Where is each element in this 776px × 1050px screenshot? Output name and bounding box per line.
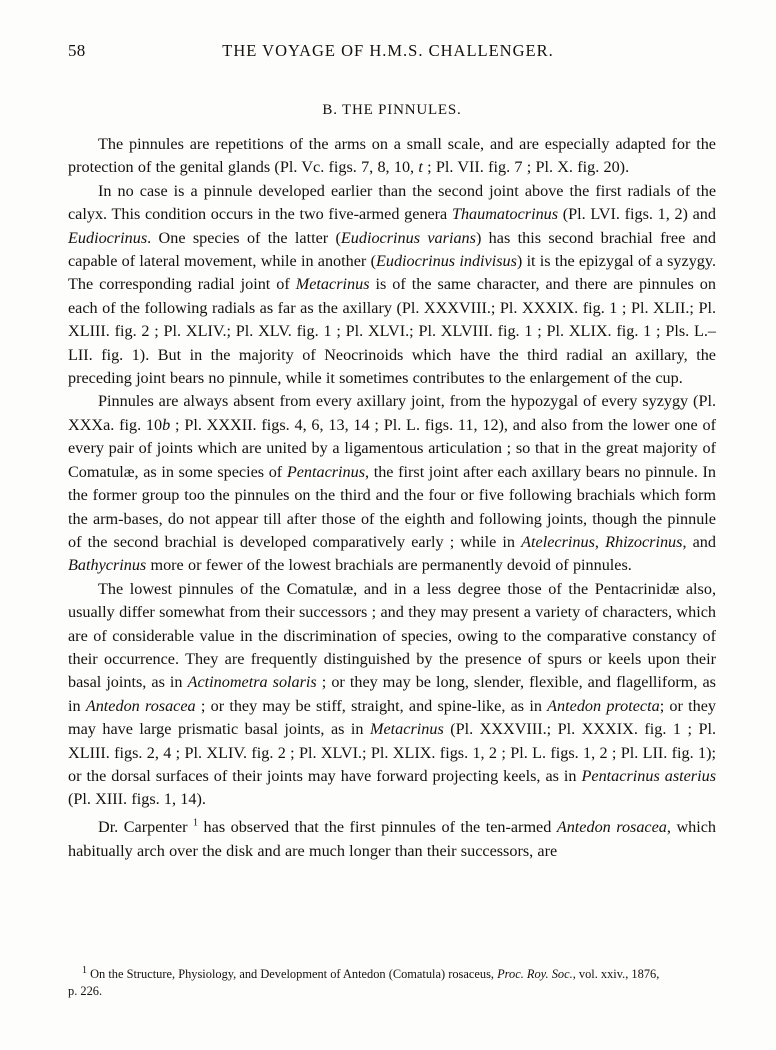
paragraph-text: In no case is a pinnule developed earlier than the second joint above the first radials of the calyx. This condition occurs in the two five-armed genera Thaumatocrinus (Pl. LVI. figs. 1, 2) and Eudiocrinus. One species of the latter (Eudiocrinus varians) has this second brachial free and capable of lateral movement, while in another (Eudiocrinus indivisus) it is the epizygal of a syzygy. The corresponding radial joint of Metacrinus is of the same character, and there are pinnules on each of the following radials as far as the axillary (Pl. XXXVIII.; Pl. XXXIX. fig. 1 ; Pl. XLII.; Pl. XLIII. fig. 2 ; Pl. XLIV.; Pl. XLV. fig. 1 ; Pl. XLVI.; Pl. XLVIII. fig. 1 ; Pl. XLIX. fig. 1 ; Pls. L.–LII. fig. 1). But in the majority of Neocrinoids which have the third radial an axillary, the preceding joint bears no pinnule, while it sometimes contributes to the enlargement of the cup. <box>68 181 716 388</box>
footnote-line-1 <box>68 962 716 983</box>
footnote-text: On the Structure, Physiology, and Development of Antedon (Comatula) rosaceus, Proc. Roy. Soc., vol. xxiv., 1876, <box>90 967 660 982</box>
running-head: THE VOYAGE OF H.M.S. CHALLENGER. <box>222 41 554 60</box>
paragraph-text: The lowest pinnules of the Comatulæ, and in a less degree those of the Pentacrinidæ also, usually differ somewhat from their successors ; and they may present a variety of characters, which are of considerable value in the discrimination of species, owing to the comparative constancy of their occurrence. They are frequently distinguished by the presence of spurs or keels upon their basal joints, as in Actinometra solaris ; or they may be long, slender, flexible, and flagelliform, as in Antedon rosacea ; or they may be stiff, straight, and spine-like, as in Antedon protecta; or they may have large prismatic basal joints, as in Metacrinus (Pl. XXXVIII.; Pl. XXXIX. fig. 1 ; Pl. XLIII. figs. 2, 4 ; Pl. XLIV. fig. 2 ; Pl. XLVI.; Pl. XLIX. figs. 1, 2 ; Pl. L. figs. 1, 2 ; Pl. LII. fig. 1); or the dorsal surfaces of their joints may have forward projecting keels, as in Pentacrinus asterius (Pl. XIII. figs. 1, 14). <box>68 579 716 809</box>
footnote-block <box>68 962 716 1000</box>
paragraph-3 <box>68 390 716 577</box>
paragraph-2 <box>68 180 716 391</box>
paragraph-4 <box>68 578 716 812</box>
footnote-line-2: p. 226. <box>68 984 103 999</box>
paragraph-text: The pinnules are repetitions of the arms on a small scale, and are especially adapted for the protection of the genital glands (Pl. Vc. figs. 7, 8, 10, t ; Pl. VII. fig. 7 ; Pl. X. fig. 20). <box>68 135 716 177</box>
page-header <box>0 41 776 63</box>
footnote-marker: 1 <box>82 965 87 976</box>
paragraph-1 <box>68 133 716 180</box>
paragraph-text: Dr. Carpenter $^1$ has observed that the first pinnules of the ten-armed Antedon rosacea, which habitually arch over the disk and are much longer than their successors, are <box>68 817 717 860</box>
page-number: 58 <box>68 41 86 60</box>
paragraph-5 <box>68 812 716 863</box>
paragraph-text: Pinnules are always absent from every axillary joint, from the hypozygal of every syzygy (Pl. XXXa. fig. 10b ; Pl. XXXII. figs. 4, 6, 13, 14 ; Pl. L. figs. 11, 12), and also from the lower one of every pair of joints which are united by a ligamentous articulation ; so that in the great majority of Comatulæ, as in some species of Pentacrinus, the first joint after each axillary bears no pinnule. In the former group too the pinnules on the third and the four or five following brachials which form the arm-bases, do not appear till after those of the eighth and following joints, though the pinnule of the second brachial is developed comparatively early ; while in Atelecrinus, Rhizocrinus, and Bathycrinus more or fewer of the lowest brachials are permanently devoid of pinnules. <box>68 392 716 575</box>
page-body <box>68 92 716 863</box>
section-heading: B. THE PINNULES. <box>322 102 462 118</box>
